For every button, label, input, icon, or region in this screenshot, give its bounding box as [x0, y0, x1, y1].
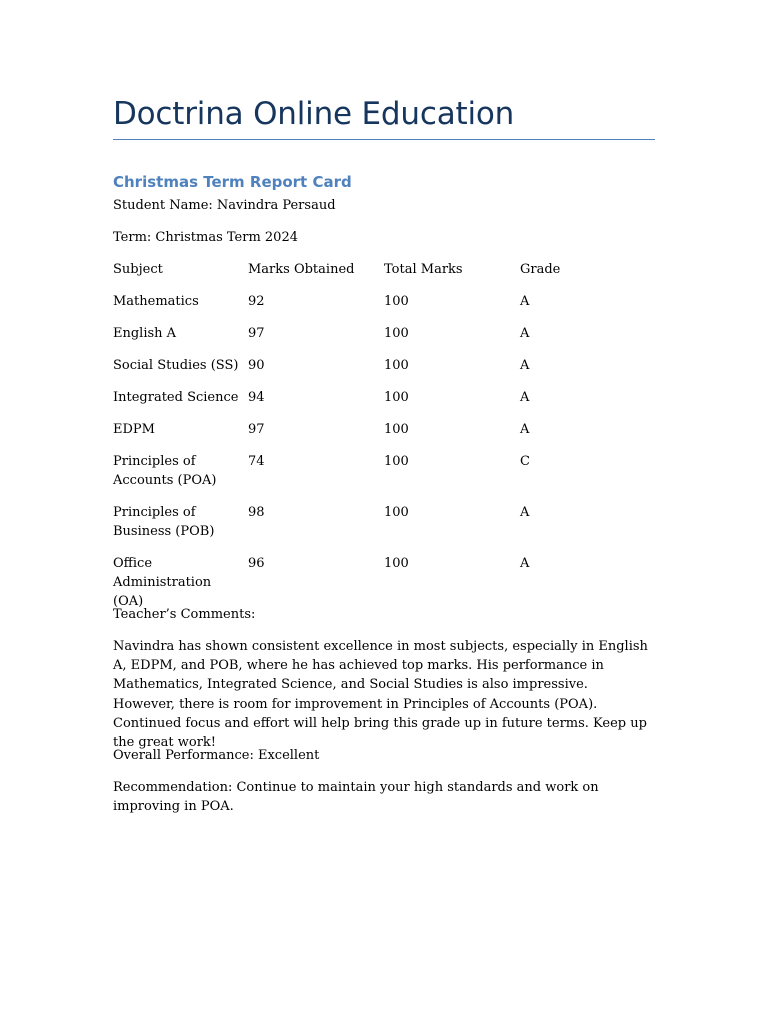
- total-cell: 100: [384, 326, 409, 341]
- report-heading: Christmas Term Report Card: [113, 173, 352, 191]
- recommendation: Recommendation: Continue to maintain your high standards and work on improving in POA.: [113, 780, 599, 815]
- subject-cell: EDPM: [113, 422, 155, 437]
- total-cell: 100: [384, 454, 409, 469]
- marks-cell: 94: [248, 390, 265, 405]
- header-subject: Subject: [113, 262, 163, 277]
- comments-label: Teacher’s Comments:: [113, 607, 256, 622]
- overall-performance: Overall Performance: Excellent: [113, 748, 320, 763]
- grade-cell: A: [520, 358, 530, 373]
- marks-cell: 74: [248, 454, 265, 469]
- subject-cell: Social Studies (SS): [113, 358, 239, 373]
- document-title: Doctrina Online Education: [113, 96, 515, 132]
- marks-cell: 97: [248, 422, 265, 437]
- total-cell: 100: [384, 505, 409, 520]
- marks-cell: 96: [248, 556, 265, 571]
- subject-cell: Principles of Accounts (POA): [113, 454, 217, 488]
- header-total-marks: Total Marks: [384, 262, 463, 277]
- total-cell: 100: [384, 422, 409, 437]
- subject-cell: Integrated Science: [113, 390, 239, 405]
- total-cell: 100: [384, 556, 409, 571]
- grade-cell: A: [520, 326, 530, 341]
- subject-cell: Mathematics: [113, 294, 199, 309]
- subject-cell: Principles of Business (POB): [113, 505, 215, 539]
- teacher-comments: Navindra has shown consistent excellence in most subjects, especially in English A, EDPM, and POB, where he has achieved top marks. His performance in Mathematics, Integrated Science, and Social Studies is also impressive. However, there is room for improvement in Principles of Accounts (POA). Continued focus and effort will help bring this grade up in future terms. Keep up the great work!: [113, 639, 648, 751]
- grade-cell: A: [520, 422, 530, 437]
- student-name: Student Name: Navindra Persaud: [113, 198, 336, 213]
- grade-cell: C: [520, 454, 530, 469]
- subject-cell: English A: [113, 326, 177, 341]
- total-cell: 100: [384, 294, 409, 309]
- grade-cell: A: [520, 390, 530, 405]
- term: Term: Christmas Term 2024: [113, 230, 298, 245]
- subject-cell: Office Administration (OA): [113, 556, 212, 609]
- title-underline: [113, 139, 655, 140]
- header-marks-obtained: Marks Obtained: [248, 262, 355, 277]
- grade-cell: A: [520, 505, 530, 520]
- marks-cell: 98: [248, 505, 265, 520]
- grade-cell: A: [520, 294, 530, 309]
- grade-cell: A: [520, 556, 530, 571]
- header-grade: Grade: [520, 262, 561, 277]
- marks-cell: 97: [248, 326, 265, 341]
- total-cell: 100: [384, 358, 409, 373]
- marks-cell: 90: [248, 358, 265, 373]
- total-cell: 100: [384, 390, 409, 405]
- marks-cell: 92: [248, 294, 265, 309]
